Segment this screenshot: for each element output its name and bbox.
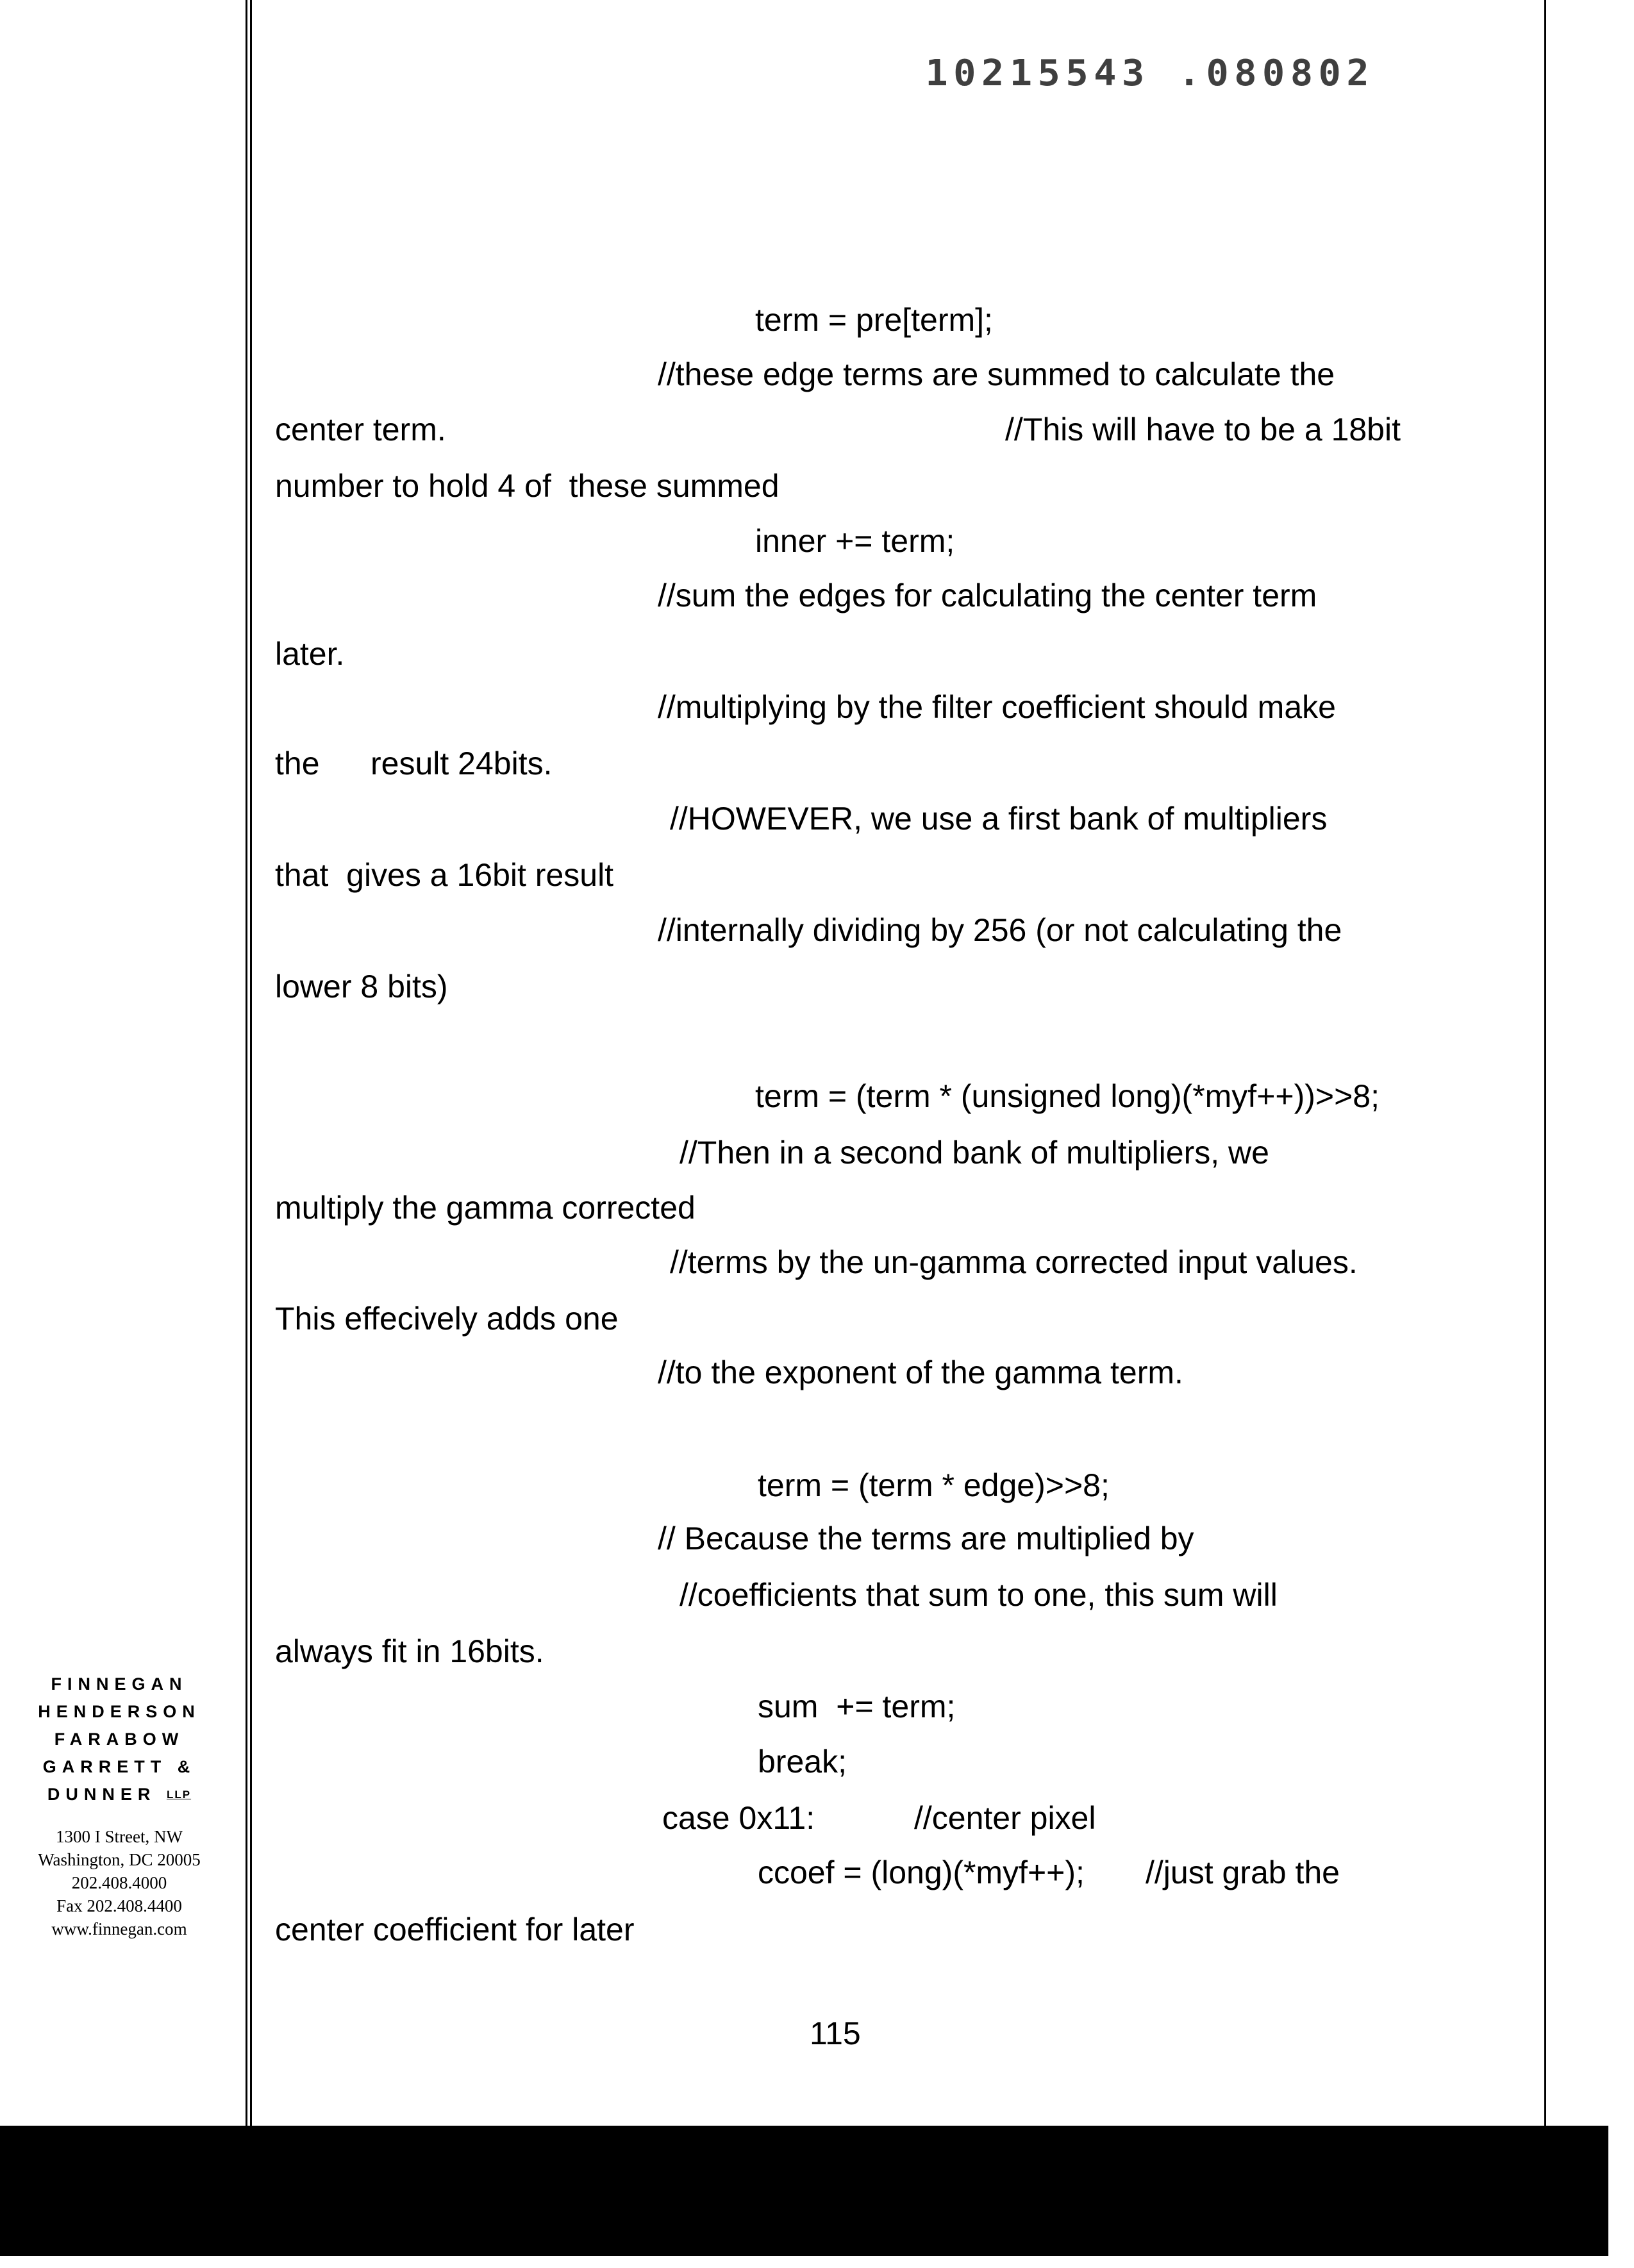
firm-name-line: FARABOW	[0, 1726, 238, 1753]
comment-line: that gives a 16bit result	[275, 857, 613, 893]
code-line: sum += term;	[758, 1688, 955, 1724]
comment-line: //Then in a second bank of multipliers, we	[679, 1135, 1269, 1171]
firm-address-line: Washington, DC 20005	[0, 1848, 238, 1871]
code-line: break;	[758, 1744, 847, 1780]
code-line: inner += term;	[755, 523, 955, 559]
firm-name-dunner: DUNNER	[47, 1785, 156, 1804]
comment-line: //to the exponent of the gamma term.	[658, 1355, 1183, 1390]
comment-line: //HOWEVER, we use a first bank of multipliers	[670, 801, 1327, 837]
firm-fax: Fax 202.408.4400	[0, 1894, 238, 1917]
comment-line: later.	[275, 636, 344, 672]
code-line: term = (term * (unsigned long)(*myf++))>>8;	[755, 1078, 1380, 1114]
comment-line: //multiplying by the filter coefficient should make	[658, 689, 1336, 725]
comment-line: number to hold 4 of these summed	[275, 468, 779, 504]
firm-website: www.finnegan.com	[0, 1917, 238, 1940]
firm-name-line: FINNEGAN	[0, 1671, 238, 1698]
left-margin-line-outer	[246, 0, 247, 2126]
comment-line: center coefficient for later	[275, 1912, 634, 1947]
firm-address-line: 1300 I Street, NW	[0, 1825, 238, 1848]
comment-line: //This will have to be a 18bit	[1005, 412, 1401, 447]
code-line: term = (term * edge)>>8;	[758, 1467, 1110, 1503]
comment-line: multiply the gamma corrected	[275, 1190, 696, 1226]
firm-phone: 202.408.4000	[0, 1871, 238, 1894]
comment-line: //coefficients that sum to one, this sum will	[679, 1577, 1278, 1613]
firm-name-line: HENDERSON	[0, 1698, 238, 1726]
firm-letterhead	[0, 1671, 238, 1940]
comment-line: the	[275, 746, 320, 781]
left-margin-line-inner	[250, 0, 252, 2126]
comment-line: //center pixel	[914, 1800, 1096, 1836]
code-line: case 0x11:	[662, 1800, 815, 1836]
code-line: ccoef = (long)(*myf++);	[758, 1855, 1085, 1890]
comment-line: // Because the terms are multiplied by	[658, 1521, 1194, 1556]
firm-name-line: GARRETT &	[0, 1753, 238, 1781]
firm-llp: LLP	[167, 1789, 191, 1801]
right-margin-line	[1544, 0, 1546, 2126]
comment-line: result 24bits.	[371, 746, 552, 781]
scan-black-bar	[0, 2126, 1608, 2256]
comment-line: //internally dividing by 256 (or not calculating the	[658, 912, 1342, 948]
document-stamp: 10215543 .080802	[925, 53, 1374, 94]
comment-line: lower 8 bits)	[275, 969, 448, 1005]
comment-line: This effecively adds one	[275, 1301, 619, 1337]
code-line: term = pre[term];	[755, 302, 993, 338]
comment-line: //these edge terms are summed to calculate the	[658, 356, 1335, 392]
comment-line: //just grab the	[1146, 1855, 1340, 1890]
firm-name-line-last	[0, 1781, 238, 1808]
comment-line: //terms by the un-gamma corrected input values.	[670, 1244, 1358, 1280]
page-number: 115	[810, 2015, 861, 2051]
comment-line: //sum the edges for calculating the center term	[658, 578, 1317, 613]
comment-line: always fit in 16bits.	[275, 1633, 544, 1669]
comment-line: center term.	[275, 412, 446, 447]
